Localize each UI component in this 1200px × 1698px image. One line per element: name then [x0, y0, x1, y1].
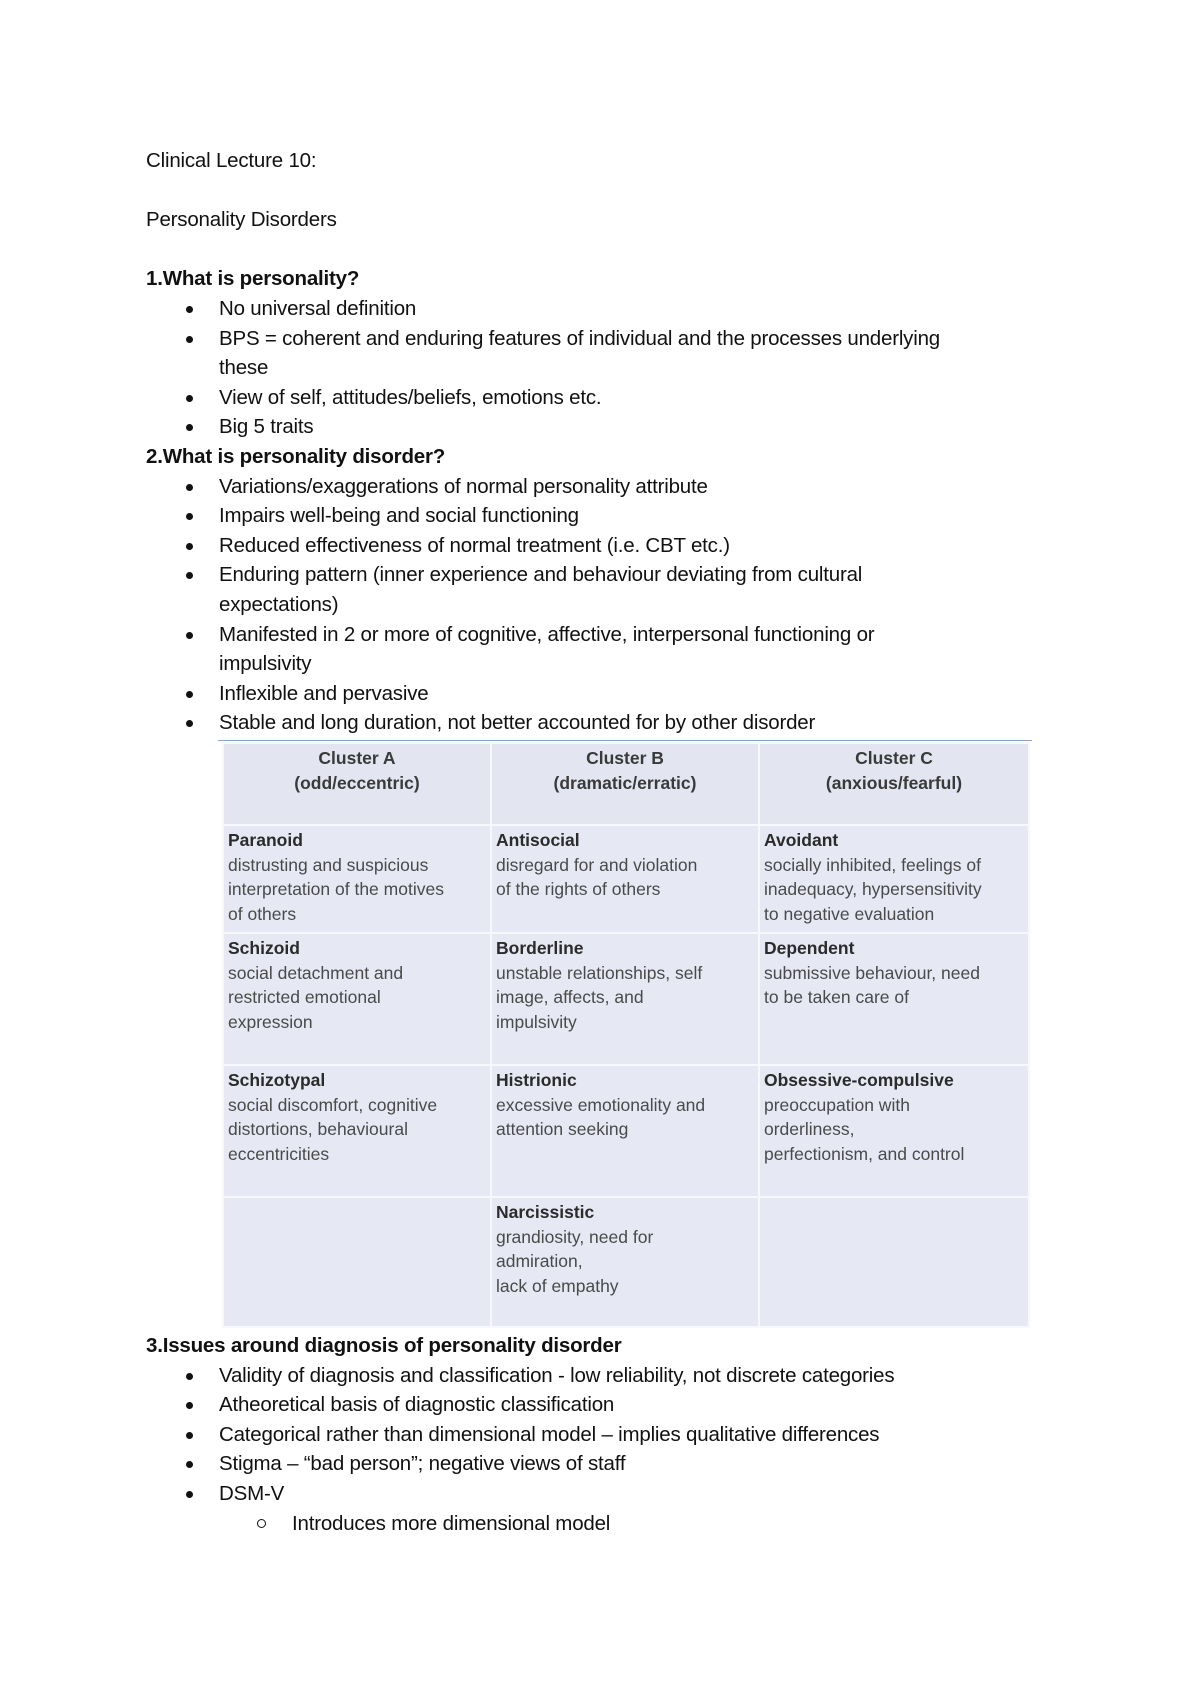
- list-item: BPS = coherent and enduring features of individual and the processes underlying these: [146, 324, 1066, 383]
- bullet-icon: [186, 1373, 193, 1380]
- section-heading: 3.Issues around diagnosis of personality disorder: [146, 1334, 622, 1357]
- blank-line: [146, 176, 1066, 206]
- table-cell: Avoidant socially inhibited, feelings of inadequacy, hypersensitivity to negative evaluation: [759, 825, 1029, 933]
- bullet-icon: [186, 691, 193, 698]
- list-item: Big 5 traits: [146, 412, 1066, 442]
- list-item: Impairs well-being and social functioning: [146, 501, 1066, 531]
- table-cell: Narcissistic grandiosity, need for admiration, lack of empathy: [491, 1197, 759, 1327]
- bullet-icon: [186, 424, 193, 431]
- document-body-continued: [146, 1331, 1066, 1538]
- sub-list-item: Introduces more dimensional model: [146, 1509, 1066, 1539]
- table-cell: Histrionic excessive emotionality and attention seeking: [491, 1065, 759, 1197]
- bullet-icon: [186, 1461, 193, 1468]
- list-item: Stable and long duration, not better accounted for by other disorder: [146, 708, 1066, 738]
- table-header-row: [223, 743, 1029, 825]
- bullet-icon: [186, 1432, 193, 1439]
- table-top-rule: [218, 740, 1032, 741]
- list-item: No universal definition: [146, 294, 1066, 324]
- bullet-icon: [186, 306, 193, 313]
- bullet-icon: [186, 1402, 193, 1409]
- list-item: Enduring pattern (inner experience and behaviour deviating from cultural expectations): [146, 560, 1066, 619]
- table-cell: Obsessive-compulsive preoccupation with orderliness, perfectionism, and control: [759, 1065, 1029, 1197]
- bullet-icon: [186, 513, 193, 520]
- table-cell-empty: [223, 1197, 491, 1327]
- header-cluster-c: Cluster C (anxious/fearful): [759, 743, 1029, 825]
- list-item: Inflexible and pervasive: [146, 679, 1066, 709]
- bullet-icon: [186, 543, 193, 550]
- table-cell-empty: [759, 1197, 1029, 1327]
- document-body: [146, 146, 1066, 738]
- table-cell: Schizotypal social discomfort, cognitive distortions, behavioural eccentricities: [223, 1065, 491, 1197]
- header-cluster-b: Cluster B (dramatic/erratic): [491, 743, 759, 825]
- section-heading: 2.What is personality disorder?: [146, 444, 446, 468]
- list-item: View of self, attitudes/beliefs, emotions etc.: [146, 383, 1066, 413]
- personality-cluster-table: [222, 742, 1030, 1328]
- bullet-icon: [186, 484, 193, 491]
- bullet-list: [146, 472, 1066, 738]
- table-row: [223, 1065, 1029, 1197]
- bullet-icon: [186, 395, 193, 402]
- table-row: [223, 1197, 1029, 1327]
- table-cell: Paranoid distrusting and suspicious interpretation of the motives of others: [223, 825, 491, 933]
- list-item: Categorical rather than dimensional model – implies qualitative differences: [146, 1420, 1066, 1450]
- lecture-subtitle: Personality Disorders: [146, 208, 337, 232]
- table-cell: Schizoid social detachment and restricted emotional expression: [223, 933, 491, 1065]
- bullet-icon: [186, 572, 193, 579]
- bullet-list: [146, 294, 1066, 442]
- list-item: Stigma – “bad person”; negative views of staff: [146, 1449, 1066, 1479]
- list-item: Atheoretical basis of diagnostic classification: [146, 1390, 1066, 1420]
- header-cluster-a: Cluster A (odd/eccentric): [223, 743, 491, 825]
- blank-line: [146, 235, 1066, 265]
- bullet-icon: [186, 720, 193, 727]
- lecture-title: Clinical Lecture 10:: [146, 149, 317, 172]
- list-item: DSM-V Introduces more dimensional model: [146, 1479, 1066, 1538]
- table-cell: Antisocial disregard for and violation of the rights of others: [491, 825, 759, 933]
- bullet-icon: [186, 632, 193, 639]
- bullet-icon: [186, 1491, 193, 1498]
- list-item: Variations/exaggerations of normal personality attribute: [146, 472, 1066, 502]
- table-row: [223, 825, 1029, 933]
- list-item: Manifested in 2 or more of cognitive, affective, interpersonal functioning or impulsivity: [146, 620, 1066, 679]
- table-cell: Dependent submissive behaviour, need to be taken care of: [759, 933, 1029, 1065]
- circle-bullet-icon: [257, 1519, 266, 1528]
- table-cell: Borderline unstable relationships, self image, affects, and impulsivity: [491, 933, 759, 1065]
- table-row: [223, 933, 1029, 1065]
- bullet-list: [146, 1361, 1066, 1539]
- section-heading: 1.What is personality?: [146, 267, 360, 291]
- bullet-icon: [186, 336, 193, 343]
- sub-bullet-list: [146, 1509, 1066, 1539]
- list-item: Validity of diagnosis and classification - low reliability, not discrete categories: [146, 1361, 1066, 1391]
- list-item: Reduced effectiveness of normal treatment (i.e. CBT etc.): [146, 531, 1066, 561]
